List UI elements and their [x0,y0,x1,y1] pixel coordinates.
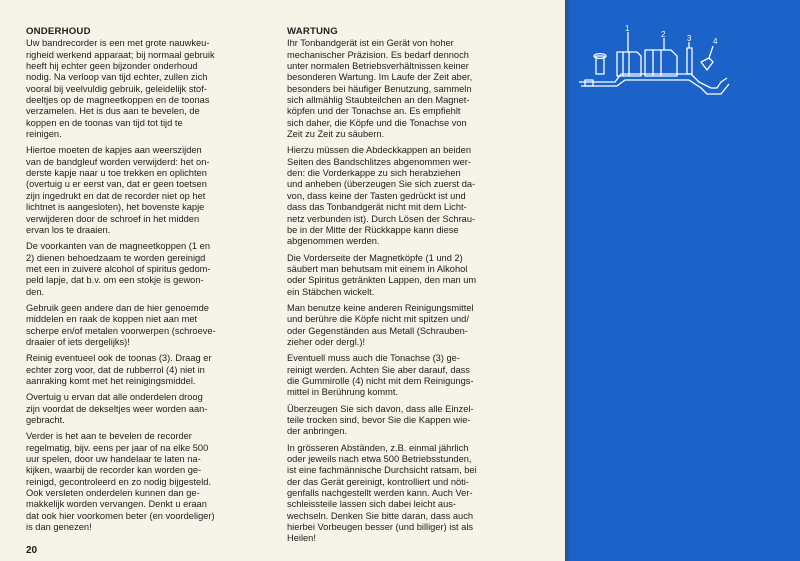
dutch-paragraph-4: Gebruik geen andere dan de hier genoemde middelen en raak de koppen niet aan met scherpe en/of metalen voorwerpen (schroeve- draaier of iets dergelijks)! [26,302,216,347]
german-paragraph-2: Hierzu müssen die Abdeckkappen an beiden Seiten des Bandschlitzes abgenommen wer- den: die Vorderkappe zu sich herabziehen und anheben (überzeugen Sie sich zuerst da- von, dass keine der Tasten gedrückt ist und dass das Tonbandgerät nicht mit dem Licht- netz verbunden ist). Durch Lösen der Schrau- be in der Mitte der Rückkappe kann diese abgenommen werden. [287,145,476,247]
dutch-paragraph-5: Reinig eventueel ook de toonas (3). Draag er echter zorg voor, dat de rubberrol (4) niet in aanraking komt met het reinigingsmiddel. [26,353,212,386]
dutch-paragraph-3: De voorkanten van de magneetkoppen (1 en 2) dienen behoedzaam te worden gereinigd met een in zuivere alcohol of spiritus gedom- peld lapje, dat b.v. om een stokje is gewon- den. [26,241,211,297]
diagram-label-4: 4 [713,37,718,46]
roller-shape [701,58,713,70]
dutch-paragraph-7: Verder is het aan te bevelen de recorder regelmatig, bijv. eens per jaar of na elke 500 uur spelen, door uw handelaar te laten na- kijken, waarbij de recorder kan worden ge- reinigd, gecontroleerd en zo nodig bijgesteld. Ook versleten onderdelen kunnen dan ge- makkelijk worden vervangen. Denkt u eraan dat ook hier voorkomen beter (en voordeliger) is dan genezen! [26,431,215,533]
page-number: 20 [26,545,38,556]
german-paragraph-3: Die Vorderseite der Magnetköpfe (1 und 2) säubert man behutsam mit einem in Alkohol oder Spiritus getränkten Lappen, den man um ein Stäbchen wickelt. [287,252,477,297]
german-heading: WARTUNG [287,26,338,37]
capstan-shape [687,48,692,74]
blue-illustration-panel [565,0,800,561]
german-column [287,26,519,550]
dutch-heading: ONDERHOUD [26,26,91,37]
german-paragraph-5: Eventuell muss auch die Tonachse (3) ge- reinigt werden. Achten Sie aber darauf, dass die Gummirolle (4) nicht mit dem Reinigungs- mittel in Berührung kommt. [287,353,474,398]
tape-head-diagram [571,22,741,112]
dutch-paragraph-1: Uw bandrecorder is een met grote nauwkeu- righeid werkend apparaat; bij normaal gebruik heeft hij echter geen bijzonder onderhoud nodig. Na verloop van tijd echter, zullen zich vooral bij veelvuldig gebruik, geleidelijk stof- deeltjes op de magneetkoppen en de toonas verzamelen. Het is dus aan te bevelen, de koppen en de toonas van tijd tot tijd te reinigen. [26,38,215,140]
german-paragraph-4: Man benutze keine anderen Reinigungsmittel und berühre die Köpfe nicht mit spitzen und/ oder Gegenständen aus Metall (Schrauben- zieher oder dergl.)! [287,302,474,347]
german-paragraph-6: Überzeugen Sie sich davon, dass alle Einzel- teile trocken sind, bevor Sie die Kappen wie- der anbringen. [287,403,474,437]
diagram-label-2: 2 [661,30,666,39]
german-paragraph-1: Ihr Tonbandgerät ist ein Gerät von hoher mechanischer Präzision. Es bedarf dennoch unter normalen Betriebsverhältnissen keiner besonderen Wartung. Im Laufe der Zeit aber, besonders bei häufiger Benutzung, sammeln sich allmählig Staubteilchen an den Magnet- köpfen und der Tonachse an. Es empfiehlt sich daher, die Köpfe und die Tonachse von Zeit zu Zeit zu säubern. [287,38,473,140]
dutch-paragraph-6: Overtuig u ervan dat alle onderdelen droog zijn voordat de dekseltjes weer worden aan- gebracht. [26,392,208,425]
dutch-column [26,26,280,538]
dutch-paragraph-2: Hiertoe moeten de kapjes aan weerszijden van de bandgleuf worden verwijderd: het on- derste kapje naar u toe trekken en oplichten (overtuig u er eerst van, dat er geen toetsen zijn ingedrukt en dat de recorder niet op het lichtnet is aangesloten), het bovenste kapje verwijderen door de schroef in het midden ervan los te draaien. [26,145,210,235]
diagram-label-1: 1 [625,24,630,33]
diagram-label-3: 3 [687,34,692,43]
german-paragraph-7: In grösseren Abständen, z.B. einmal jährlich oder jeweils nach etwa 500 Betriebsstunden, ist eine fachmännische Durchsicht ratsam, bei der das Gerät gereinigt, kontrolliert und nöti- genfalls nachgestellt werden kann. Auch Ver- schleissteile lassen sich dabei leicht aus- wechseln. Denken Sie bitte daran, dass auch hierbei Vorbeugen besser (und billiger) ist als Heilen! [287,442,477,544]
